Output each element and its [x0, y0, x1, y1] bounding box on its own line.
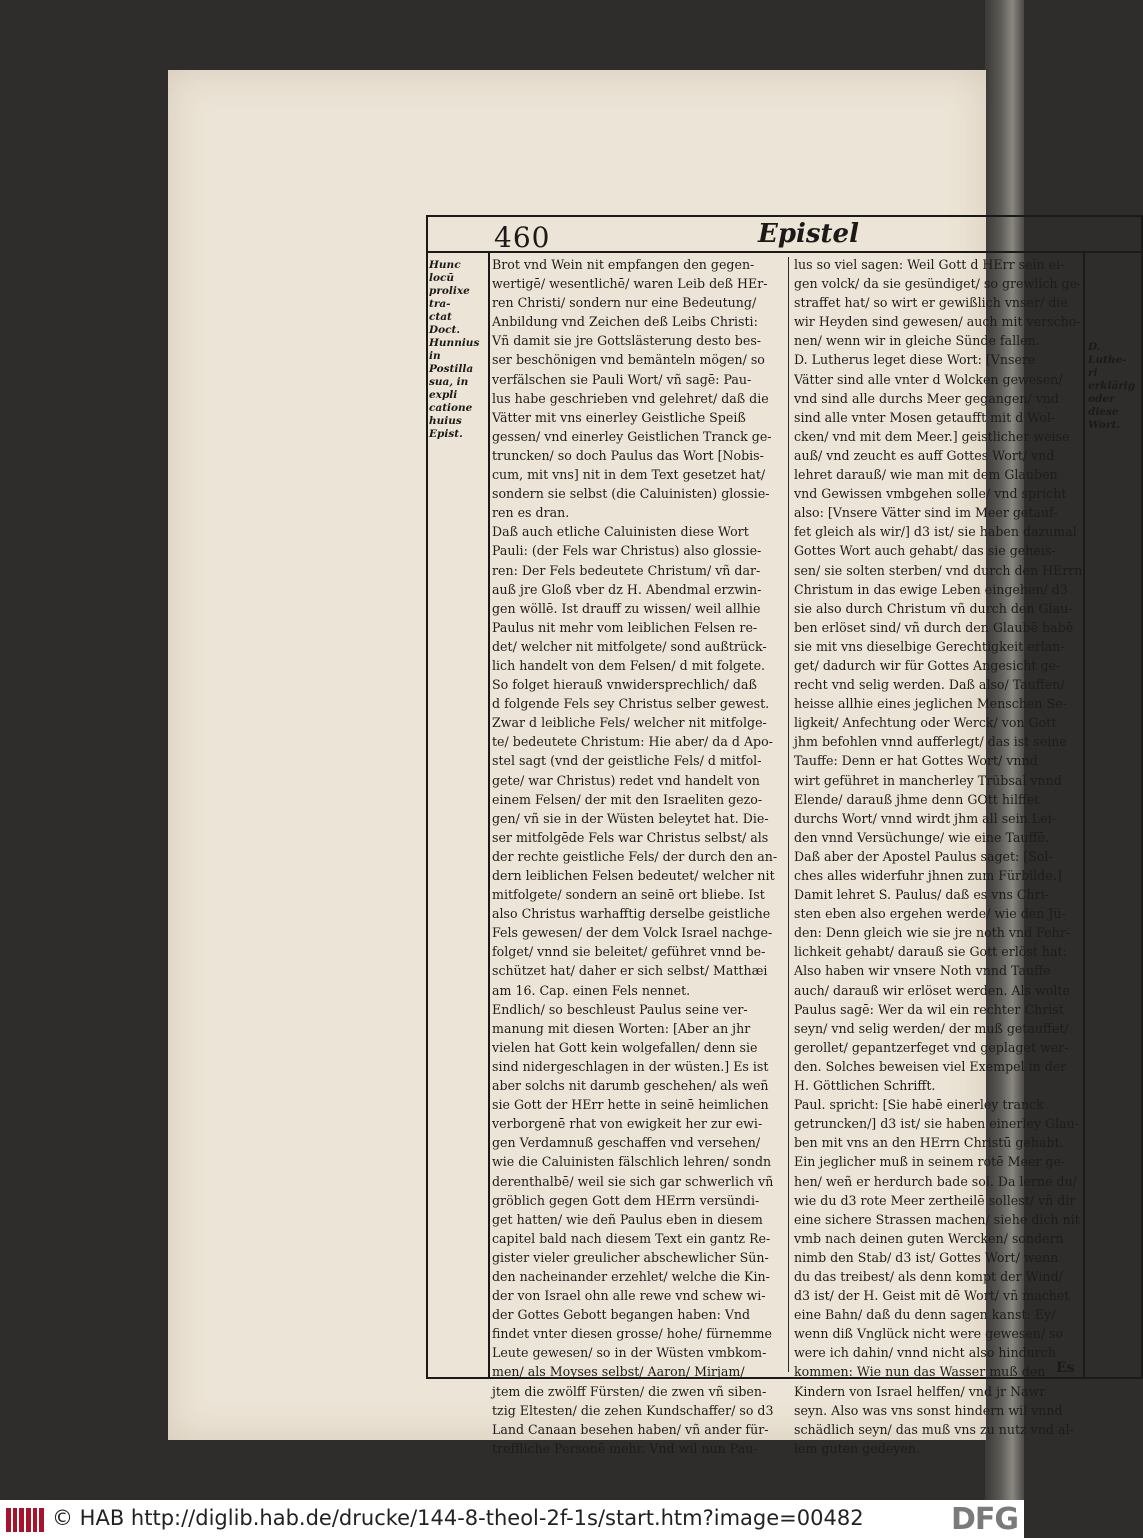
margin-note-line: D. Luthe- [1088, 341, 1127, 366]
text-line: sondern sie selbst (die Caluinisten) glossie- [492, 486, 770, 502]
text-line: Tauffe: Denn er hat Gottes Wort/ vnnd [794, 753, 1038, 769]
margin-note-line: Hunc locū [429, 259, 461, 284]
text-line: gister vieler greulicher abschewlicher Sün- [492, 1249, 769, 1265]
text-line: manung mit diesen Worten: [Aber an jhr [492, 1020, 751, 1036]
text-line: truncken/ so doch Paulus das Wort [Nobis- [492, 447, 764, 463]
text-line: ren: Der Fels bedeutete Christum/ vñ dar- [492, 562, 761, 578]
text-line: den: Denn gleich wie sie jre noth vnd Fehr- [794, 925, 1071, 941]
text-line: get/ dadurch wir für Gottes Angesicht ge- [794, 657, 1061, 673]
text-line: der Gottes Gebott begangen haben: Vnd [492, 1307, 751, 1323]
text-line: te/ bedeutete Christum: Hie aber/ da d Apo- [492, 734, 773, 750]
text-line: schädlich seyn/ das muß vns zu nutz vnd al- [794, 1421, 1074, 1437]
running-head: Epistel [758, 219, 859, 249]
left-margin-rule [488, 251, 490, 1377]
margin-note-line: oder diese [1088, 393, 1119, 418]
margin-note-line: in Postilla [429, 350, 474, 375]
text-line: det/ welcher nit mitfolgete/ sond außtrück- [492, 638, 767, 654]
left-text-column [492, 255, 782, 1458]
text-line: Zwar d leibliche Fels/ welcher nit mitfolge- [492, 715, 767, 731]
text-line: nen/ wenn wir in gleiche Sünde fallen. [794, 333, 1040, 349]
text-line: Leute gewesen/ so in der Wüsten vmbkom- [492, 1345, 767, 1361]
text-line: ser mitfolgēde Fels war Christus selbst/ als [492, 829, 769, 845]
text-line: capitel bald nach diesem Text ein gantz Re- [492, 1230, 771, 1246]
text-line: Vñ damit sie jre Gottslästerung desto bes- [492, 333, 762, 349]
margin-note-line: ctat Doct. [429, 311, 461, 336]
text-line: lem guten gedeyen. [794, 1440, 920, 1456]
text-line: Gottes Wort auch gehabt/ das sie geheis- [794, 543, 1056, 559]
text-line: wirt geführet in mancherley Trübsal vnnd [794, 772, 1062, 788]
margin-note-line: catione [429, 402, 473, 414]
text-line: nimb den Stab/ d3 ist/ Gottes Wort/ wenn [794, 1249, 1059, 1265]
left-margin-note [429, 259, 485, 441]
text-line: am 16. Cap. einen Fels nennet. [492, 982, 691, 998]
text-line: sie also durch Christum vñ durch den Glau- [794, 600, 1073, 616]
text-line: D. Lutherus leget diese Wort: [Vnsere [794, 352, 1036, 368]
text-line: were ich dahin/ vnnd nicht also hindurch [794, 1345, 1056, 1361]
margin-note-line: sua, in expli [429, 376, 469, 401]
copyright-url[interactable]: © HAB http://diglib.hab.de/drucke/144-8-theol-2f-1s/start.htm?image=00482 [52, 1506, 864, 1530]
margin-note-line: Hunnius [429, 337, 480, 349]
text-line: gen/ vñ sie in der Wüsten beleytet hat. Die- [492, 810, 769, 826]
text-line: gröblich gegen Gott dem HErrn versündi- [492, 1192, 760, 1208]
text-line: Daß aber der Apostel Paulus saget: [Sol- [794, 848, 1053, 864]
dfg-logo: DFG [950, 1502, 1018, 1537]
text-line: Paulus sagē: Wer da wil ein rechter Christ [794, 1001, 1064, 1017]
margin-note-line: huius Epist. [429, 415, 463, 440]
text-line: ren Christi/ sondern nur eine Bedeutung/ [492, 295, 757, 311]
text-line: ben mit vns an den HErrn Christū gehabt. [794, 1135, 1064, 1151]
text-line: auß/ vnd zeucht es auff Gottes Wort/ vnd [794, 447, 1055, 463]
text-line: Brot vnd Wein nit empfangen den gegen- [492, 257, 755, 272]
text-line: Ein jeglicher muß in seinem rotē Meer ge- [794, 1154, 1066, 1170]
text-line: gerollet/ gepantzerfeget vnd geplaget wer- [794, 1039, 1069, 1055]
text-line: Christum in das ewige Leben eingehen/ d3 [794, 581, 1068, 597]
text-line: vmb nach deinen guten Wercken/ sondern [794, 1230, 1064, 1246]
text-line: Elende/ darauß jhme denn GOtt hilffet [794, 791, 1040, 807]
text-line: verfälschen sie Pauli Wort/ vñ sagē: Pau- [492, 371, 752, 387]
margin-note-line: ri erklärig [1088, 367, 1136, 392]
text-line: recht vnd selig werden. Daß also/ Tauffen/ [794, 677, 1065, 693]
text-line: gen wöllē. Ist drauff zu wissen/ weil allhie [492, 600, 761, 616]
text-line: wenn diß Vnglück nicht were gewesen/ so [794, 1326, 1064, 1342]
right-margin-note [1088, 341, 1140, 432]
text-line: derenthalbē/ weil sie sich gar schwerlich vñ [492, 1173, 774, 1189]
text-line: tzig Eltesten/ die zehen Kundschaffer/ so d3 [492, 1402, 774, 1418]
text-line: du das treibest/ als denn kompt der Wind/ [794, 1268, 1063, 1284]
text-line: Anbildung vnd Zeichen deß Leibs Christi: [492, 314, 758, 330]
text-line: treffliche Personē mehr. Vnd wil nun Pau- [492, 1440, 758, 1456]
text-line: lich handelt von dem Felsen/ d mit folgete. [492, 657, 766, 673]
text-line: einem Felsen/ der mit den Israeliten gezo- [492, 791, 763, 807]
text-line: Fels gewesen/ der dem Volck Israel nachge- [492, 925, 773, 941]
text-line: dern leiblichen Felsen bedeutet/ welcher nit [492, 868, 775, 883]
text-line: men/ als Moyses selbst/ Aaron/ Mirjam/ [492, 1364, 745, 1380]
right-text-column [794, 255, 1082, 1458]
page-number: 460 [494, 221, 551, 254]
text-line: get hatten/ wie deñ Paulus eben in diesem [492, 1211, 763, 1227]
text-line: auch/ darauß wir erlöset werden. Als wolte [794, 982, 1070, 998]
text-line: mitfolgete/ sondern an seinē ort bliebe. Ist [492, 887, 765, 903]
text-line: Vätter mit vns einerley Geistliche Speiß [492, 409, 746, 425]
text-line: seyn/ vnd selig werden/ der muß getauffet/ [794, 1020, 1069, 1036]
text-line: kommen: Wie nun das Wasser muß den [794, 1364, 1046, 1380]
text-line: Pauli: (der Fels war Christus) also glossie- [492, 543, 762, 559]
text-line: ches alles widerfuhr jhnen zum Fürbilde.] [794, 868, 1062, 883]
text-line: wertigē/ wesentlichē/ waren Leib deß HEr- [492, 276, 768, 292]
text-line: jhm befohlen vnnd aufferlegt/ das ist seine [794, 734, 1067, 750]
text-line: cum, mit vns] nit in dem Text gesetzet hat/ [492, 467, 766, 483]
text-line: cken/ vnd mit dem Meer.] geistlicher weise [794, 428, 1070, 444]
margin-note-line: Wort. [1088, 419, 1120, 431]
text-line: vnd Gewissen vmbgehen solle/ vnd spricht [794, 486, 1067, 502]
text-line: gen volck/ da sie gesündiget/ so grewlich ge- [794, 276, 1082, 292]
column-separator [788, 257, 789, 1372]
text-line: seyn. Also was vns sonst hindern wil vnnd [794, 1402, 1063, 1418]
text-line: Damit lehret S. Paulus/ daß es vns Chri- [794, 887, 1049, 903]
text-line: Also haben wir vnsere Noth vnnd Tauffe [794, 963, 1051, 979]
text-line: gete/ war Christus) redet vnd handelt von [492, 772, 760, 788]
catchword: Es [1056, 1360, 1075, 1376]
text-line: sie mit vns dieselbige Gerechtigkeit erlan- [794, 638, 1065, 654]
text-line: Land Canaan besehen haben/ vñ ander für- [492, 1421, 769, 1437]
text-line: lichkeit gehabt/ darauß sie Gott erlöst hat: [794, 944, 1067, 960]
text-line: ligkeit/ Anfechtung oder Werck/ von Gott [794, 715, 1057, 731]
text-line: Kindern von Israel helffen/ vnd jr Nawr [794, 1383, 1046, 1399]
text-line: sten eben also ergehen werde/ wie den Jü- [794, 906, 1066, 922]
text-line: ben erlöset sind/ vñ durch den Glaubē habē [794, 619, 1074, 635]
text-line: ren es dran. [492, 505, 570, 521]
text-line: wie die Caluinisten fälschlich lehren/ sondn [492, 1154, 772, 1170]
text-line: Vätter sind alle vnter d Wolcken gewesen/ [794, 371, 1063, 387]
text-line: der von Israel ohn alle rewe vnd schew wi- [492, 1288, 766, 1304]
text-line: Daß auch etliche Caluinisten diese Wort [492, 524, 749, 540]
text-frame [426, 215, 1143, 1456]
text-line: findet vnter diesen grosse/ hohe/ fürnemme [492, 1326, 772, 1342]
text-line: also: [Vnsere Vätter sind im Meer getauf- [794, 505, 1058, 521]
text-line: H. Göttlichen Schrifft. [794, 1078, 936, 1094]
margin-note-line: prolixe tra- [429, 285, 470, 310]
text-line: den vnnd Versüchunge/ wie eine Tauffē. [794, 829, 1049, 845]
text-line: der rechte geistliche Fels/ der durch den an- [492, 848, 778, 864]
text-line: lus so viel sagen: Weil Gott d HErr sein ei- [794, 257, 1065, 272]
text-line: Endlich/ so beschleust Paulus seine ver- [492, 1001, 748, 1017]
text-line: auß jre Gloß vber dz H. Abendmal erzwin- [492, 581, 762, 597]
text-line: ser beschönigen vnd bemänteln mögen/ so [492, 352, 765, 368]
text-line: straffet hat/ so wirt er gewißlich vnser/ die [794, 295, 1068, 311]
text-line: vielen hat Gott kein wolgefallen/ denn sie [492, 1039, 758, 1055]
text-line: also Christus warhafftig derselbe geistliche [492, 906, 771, 922]
text-line: wie du d3 rote Meer zertheilē sollest/ vñ dir [794, 1192, 1076, 1208]
text-line: stel sagt (vnd der geistliche Fels/ d mitfol- [492, 753, 762, 769]
text-line: folget/ vnnd sie beleitet/ geführet vnnd be- [492, 944, 766, 960]
text-line: lehret darauß/ wie man mit dem Glauben [794, 467, 1058, 483]
text-line: sind alle vnter Mosen getaufft mit d Wol- [794, 409, 1056, 425]
text-line: sen/ sie solten sterben/ vnd durch den HErrn [794, 562, 1083, 578]
text-line: vnd sind alle durchs Meer gegangen/ vnd [794, 390, 1059, 406]
text-line: hen/ weñ er herdurch bade sol. Da lerne du/ [794, 1173, 1077, 1189]
text-line: sie Gott der HErr hette in seinē heimlichen [492, 1097, 769, 1113]
text-line: gen Verdamnuß geschaffen vnd versehen/ [492, 1135, 761, 1151]
text-line: heisse allhie eines jeglichen Menschen Se- [794, 696, 1067, 712]
text-line: getruncken/] d3 ist/ sie haben einerley Glau- [794, 1116, 1079, 1132]
text-line: d3 ist/ der H. Geist mit dē Wort/ vñ machet [794, 1288, 1070, 1304]
text-line: wir Heyden sind gewesen/ auch mit verscho- [794, 314, 1081, 330]
text-line: aber solchs nit darumb geschehen/ als weñ [492, 1078, 769, 1094]
text-line: Paulus nit mehr vom leiblichen Felsen re- [492, 619, 758, 635]
text-line: schützet hat/ daher er sich selbst/ Matthæi [492, 963, 768, 979]
viewer-footer [0, 1500, 1024, 1538]
text-line: eine Bahn/ daß du denn sagen kanst: Ey/ [794, 1307, 1056, 1323]
text-line: So folget hierauß vnwidersprechlich/ daß [492, 677, 757, 693]
text-line: sind nidergeschlagen in der wüsten.] Es ist [492, 1058, 769, 1074]
text-line: lus habe geschrieben vnd gelehret/ daß die [492, 390, 769, 406]
text-line: eine sichere Strassen machen/ siehe dich nit [794, 1211, 1080, 1227]
text-line: den nacheinander erzehlet/ welche die Kin- [492, 1268, 770, 1284]
book-page [168, 70, 1136, 1456]
text-line: fet gleich als wir/] d3 ist/ sie haben dazumal [794, 524, 1077, 540]
text-line: durchs Wort/ vnnd wirdt jhm all sein Lei- [794, 810, 1056, 826]
text-line: gessen/ vnd einerley Geistlichen Tranck ge- [492, 428, 772, 444]
text-line: d folgende Fels sey Christus selber gewest. [492, 696, 770, 712]
hab-logo-icon [6, 1508, 44, 1532]
text-line: jtem die zwölff Fürsten/ die zwen vñ siben- [492, 1383, 767, 1399]
text-line: Paul. spricht: [Sie habē einerley tranck [794, 1097, 1044, 1113]
right-margin-rule [1083, 251, 1085, 1377]
text-line: den. Solches beweisen viel Exempel in der [794, 1058, 1067, 1074]
text-line: verborgenē rhat von ewigkeit her zur ewi- [492, 1116, 763, 1132]
